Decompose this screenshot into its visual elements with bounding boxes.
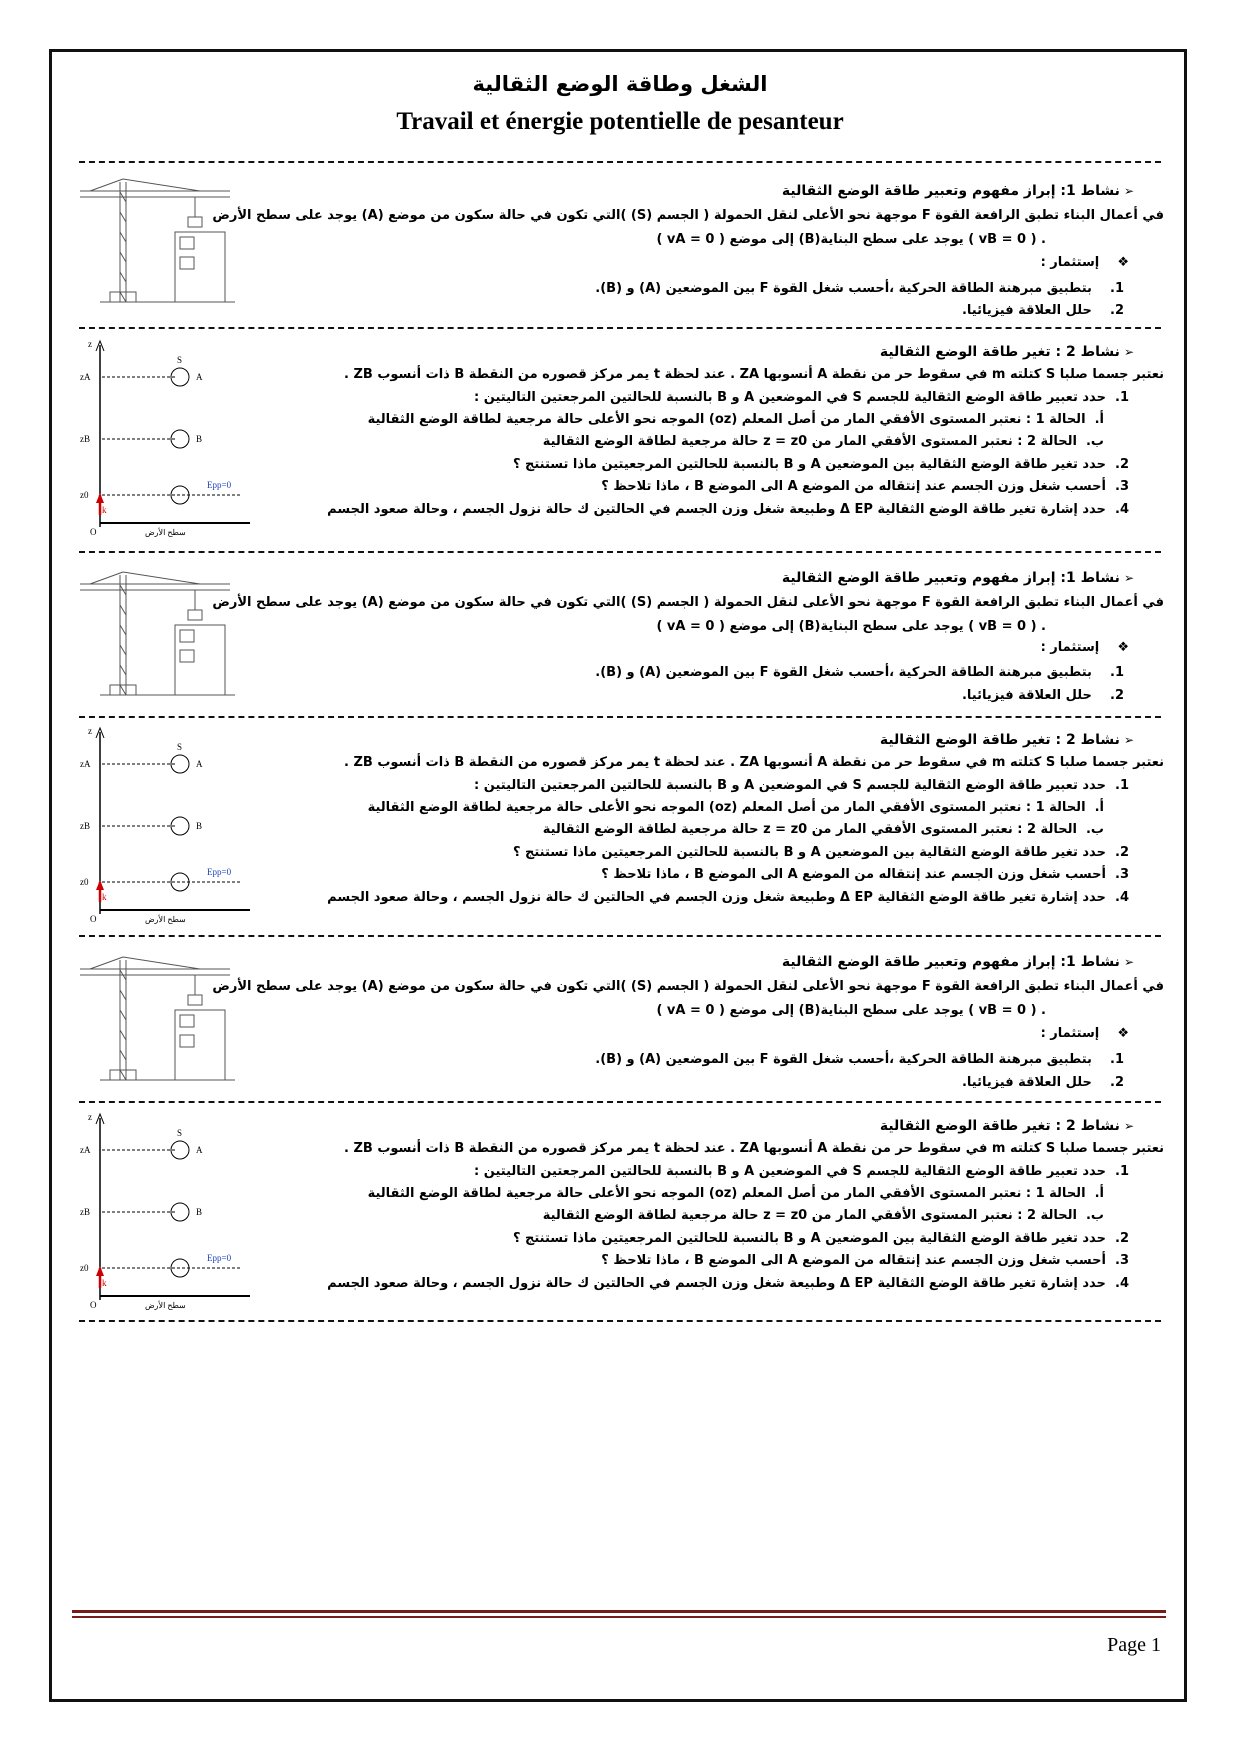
activity1-block	[80, 175, 1164, 325]
epp-label: Epp=0	[207, 480, 232, 490]
arrow-icon: ➢	[1123, 1119, 1134, 1133]
s-label: S	[177, 1128, 183, 1138]
axis-diagram	[80, 335, 280, 550]
activity2-q2: 2. حدد تغير طاقة الوضع الثقالية بين الموضعين A و B بالنسبة للحالتين المرجعيتين ماذا تستنتج ؟	[512, 457, 1129, 472]
k-label: k	[102, 505, 107, 515]
separator	[79, 716, 1161, 718]
activity2-q2: 2. حدد تغير طاقة الوضع الثقالية بين الموضعين A و B بالنسبة للحالتين المرجعيتين ماذا تستنتج ؟	[512, 845, 1129, 860]
zB-label: zB	[80, 1207, 90, 1217]
a-label: A	[196, 1145, 203, 1155]
activity1-q1: 1. بتطبيق مبرهنة الطاقة الحركية ،أحسب شغل القوة F بين الموضعين (A) و (B).	[595, 665, 1124, 680]
axis-diagram	[80, 1108, 280, 1323]
activity2-q3: 3. أحسب شغل وزن الجسم عند إنتقاله من الموضع A الى الموضع B ، ماذا تلاحظ ؟	[601, 479, 1129, 494]
activity1-title: ➢نشاط 1: إبراز مفهوم وتعبير طاقة الوضع الثقالية	[781, 954, 1134, 970]
z0-label: z0	[80, 490, 89, 500]
ground-label: سطح الأرض	[145, 528, 186, 537]
title-arabic: الشغل وطاقة الوضع الثقالية	[472, 72, 768, 96]
activity2-case2: ب. الحالة 2 : نعتبر المستوى الأفقي المار من z = z0 حالة مرجعية لطاقة الوضع الثقالية	[542, 434, 1104, 449]
activity2-case1: أ. الحالة 1 : نعتبر المستوى الأفقي المار من أصل المعلم (oz) الموجه نحو الأعلى حالة مرجعية لطاقة الوضع الثقالية	[367, 412, 1104, 427]
footer-rule	[72, 1616, 1166, 1618]
activity1-line2: ( vA = 0 ) إلى موضع (B)يوجد على سطح البناية ( vB = 0 ) .	[656, 232, 1046, 247]
separator	[79, 327, 1161, 329]
separator	[79, 1101, 1161, 1103]
activity2-case2: ب. الحالة 2 : نعتبر المستوى الأفقي المار من z = z0 حالة مرجعية لطاقة الوضع الثقالية	[542, 1208, 1104, 1223]
activity1-exploit: ❖ إستثمار :	[1040, 255, 1129, 270]
activity1-line1: في أعمال البناء تطبق الرافعة القوة F موجهة نحو الأعلى لنقل الحمولة ( الجسم (S) )التي تكون في حالة سكون من موضع (A) يوجد على سطح الأرض	[212, 208, 1164, 223]
activity2-q3: 3. أحسب شغل وزن الجسم عند إنتقاله من الموضع A الى الموضع B ، ماذا تلاحظ ؟	[601, 1253, 1129, 1268]
z-label: z	[88, 1112, 92, 1122]
diamond-icon: ❖	[1117, 1026, 1129, 1041]
activity2-q4: 4. حدد إشارة تغير طاقة الوضع الثقالية Δ EP وطبيعة شغل وزن الجسم في الحالتين ك حالة نزول الجسم ، وحالة صعود الجسم	[327, 890, 1129, 905]
epp-label: Epp=0	[207, 1253, 232, 1263]
ground-label: سطح الأرض	[145, 1301, 186, 1310]
z0-label: z0	[80, 1263, 89, 1273]
arrow-icon: ➢	[1123, 955, 1134, 969]
b-label: B	[196, 821, 203, 831]
activity2-intro: نعتبر جسما صلبا S كتلته m في سقوط حر من نقطة A أنسوبها ZA . عند لحظة t يمر مركز قصوره من النقطة B ذات أنسوب ZB .	[343, 367, 1164, 382]
ground-label: سطح الأرض	[145, 915, 186, 924]
activity2-title: ➢نشاط 2 : تغير طاقة الوضع الثقالية	[879, 732, 1134, 748]
activity2-q4: 4. حدد إشارة تغير طاقة الوضع الثقالية Δ EP وطبيعة شغل وزن الجسم في الحالتين ك حالة نزول الجسم ، وحالة صعود الجسم	[327, 502, 1129, 517]
axis-diagram	[80, 722, 280, 937]
separator	[79, 551, 1161, 553]
zB-label: zB	[80, 434, 90, 444]
activity1-title: ➢نشاط 1: إبراز مفهوم وتعبير طاقة الوضع الثقالية	[781, 183, 1134, 199]
activity1-exploit: ❖ إستثمار :	[1040, 640, 1129, 655]
activity2-title: ➢نشاط 2 : تغير طاقة الوضع الثقالية	[879, 1118, 1134, 1134]
activity2-title: ➢نشاط 2 : تغير طاقة الوضع الثقالية	[879, 344, 1134, 360]
activity2-case1: أ. الحالة 1 : نعتبر المستوى الأفقي المار من أصل المعلم (oz) الموجه نحو الأعلى حالة مرجعية لطاقة الوضع الثقالية	[367, 1186, 1104, 1201]
activity1-block	[80, 566, 1164, 716]
activity2-q1: 1. حدد تعبير طاقة الوضع الثقالية للجسم S في الموضعين A و B بالنسبة للحالتين المرجعتين التاليتين :	[474, 390, 1129, 405]
activity1-line2: ( vA = 0 ) إلى موضع (B)يوجد على سطح البناية ( vB = 0 ) .	[656, 1003, 1046, 1018]
arrow-icon: ➢	[1123, 571, 1134, 585]
k-label: k	[102, 1278, 107, 1288]
activity1-line1: في أعمال البناء تطبق الرافعة القوة F موجهة نحو الأعلى لنقل الحمولة ( الجسم (S) )التي تكون في حالة سكون من موضع (A) يوجد على سطح الأرض	[212, 595, 1164, 610]
activity1-title: ➢نشاط 1: إبراز مفهوم وتعبير طاقة الوضع الثقالية	[781, 570, 1134, 586]
arrow-icon: ➢	[1123, 184, 1134, 198]
z-label: z	[88, 339, 92, 349]
activity1-q1: 1. بتطبيق مبرهنة الطاقة الحركية ،أحسب شغل القوة F بين الموضعين (A) و (B).	[595, 1052, 1124, 1067]
separator	[79, 161, 1161, 163]
activity2-intro: نعتبر جسما صلبا S كتلته m في سقوط حر من نقطة A أنسوبها ZA . عند لحظة t يمر مركز قصوره من النقطة B ذات أنسوب ZB .	[343, 755, 1164, 770]
activity2-case1: أ. الحالة 1 : نعتبر المستوى الأفقي المار من أصل المعلم (oz) الموجه نحو الأعلى حالة مرجعية لطاقة الوضع الثقالية	[367, 800, 1104, 815]
b-label: B	[196, 1207, 203, 1217]
zA-label: zA	[80, 372, 91, 382]
activity1-q2: 2. حلل العلاقة فيزيائيا.	[961, 1075, 1124, 1090]
activity2-intro: نعتبر جسما صلبا S كتلته m في سقوط حر من نقطة A أنسوبها ZA . عند لحظة t يمر مركز قصوره من النقطة B ذات أنسوب ZB .	[343, 1141, 1164, 1156]
diamond-icon: ❖	[1117, 255, 1129, 270]
zB-label: zB	[80, 821, 90, 831]
zA-label: zA	[80, 1145, 91, 1155]
activity1-block	[80, 950, 1164, 1100]
arrow-icon: ➢	[1123, 733, 1134, 747]
activity1-line1: في أعمال البناء تطبق الرافعة القوة F موجهة نحو الأعلى لنقل الحمولة ( الجسم (S) )التي تكون في حالة سكون من موضع (A) يوجد على سطح الأرض	[212, 979, 1164, 994]
zA-label: zA	[80, 759, 91, 769]
activity1-q2: 2. حلل العلاقة فيزيائيا.	[961, 303, 1124, 318]
page-number: Page 1	[1107, 1634, 1161, 1656]
origin-label: O	[90, 914, 97, 924]
activity2-q1: 1. حدد تعبير طاقة الوضع الثقالية للجسم S في الموضعين A و B بالنسبة للحالتين المرجعتين التاليتين :	[474, 778, 1129, 793]
s-label: S	[177, 742, 183, 752]
k-label: k	[102, 892, 107, 902]
diamond-icon: ❖	[1117, 640, 1129, 655]
origin-label: O	[90, 527, 97, 537]
activity1-q1: 1. بتطبيق مبرهنة الطاقة الحركية ،أحسب شغل القوة F بين الموضعين (A) و (B).	[595, 281, 1124, 296]
title-french: Travail et énergie potentielle de pesanteur	[396, 108, 844, 135]
footer-rule	[72, 1610, 1166, 1613]
activity2-q1: 1. حدد تعبير طاقة الوضع الثقالية للجسم S في الموضعين A و B بالنسبة للحالتين المرجعتين التاليتين :	[474, 1164, 1129, 1179]
crane-image	[80, 570, 240, 700]
activity2-q2: 2. حدد تغير طاقة الوضع الثقالية بين الموضعين A و B بالنسبة للحالتين المرجعيتين ماذا تستنتج ؟	[512, 1231, 1129, 1246]
z-label: z	[88, 726, 92, 736]
arrow-icon: ➢	[1123, 345, 1134, 359]
a-label: A	[196, 372, 203, 382]
a-label: A	[196, 759, 203, 769]
activity2-case2: ب. الحالة 2 : نعتبر المستوى الأفقي المار من z = z0 حالة مرجعية لطاقة الوضع الثقالية	[542, 822, 1104, 837]
s-label: S	[177, 355, 183, 365]
activity2-q4: 4. حدد إشارة تغير طاقة الوضع الثقالية Δ EP وطبيعة شغل وزن الجسم في الحالتين ك حالة نزول الجسم ، وحالة صعود الجسم	[327, 1276, 1129, 1291]
b-label: B	[196, 434, 203, 444]
z0-label: z0	[80, 877, 89, 887]
activity2-q3: 3. أحسب شغل وزن الجسم عند إنتقاله من الموضع A الى الموضع B ، ماذا تلاحظ ؟	[601, 867, 1129, 882]
origin-label: O	[90, 1300, 97, 1310]
epp-label: Epp=0	[207, 867, 232, 877]
activity1-exploit: ❖ إستثمار :	[1040, 1026, 1129, 1041]
activity1-line2: ( vA = 0 ) إلى موضع (B)يوجد على سطح البناية ( vB = 0 ) .	[656, 619, 1046, 634]
activity1-q2: 2. حلل العلاقة فيزيائيا.	[961, 688, 1124, 703]
crane-image	[80, 177, 240, 307]
crane-image	[80, 955, 240, 1085]
